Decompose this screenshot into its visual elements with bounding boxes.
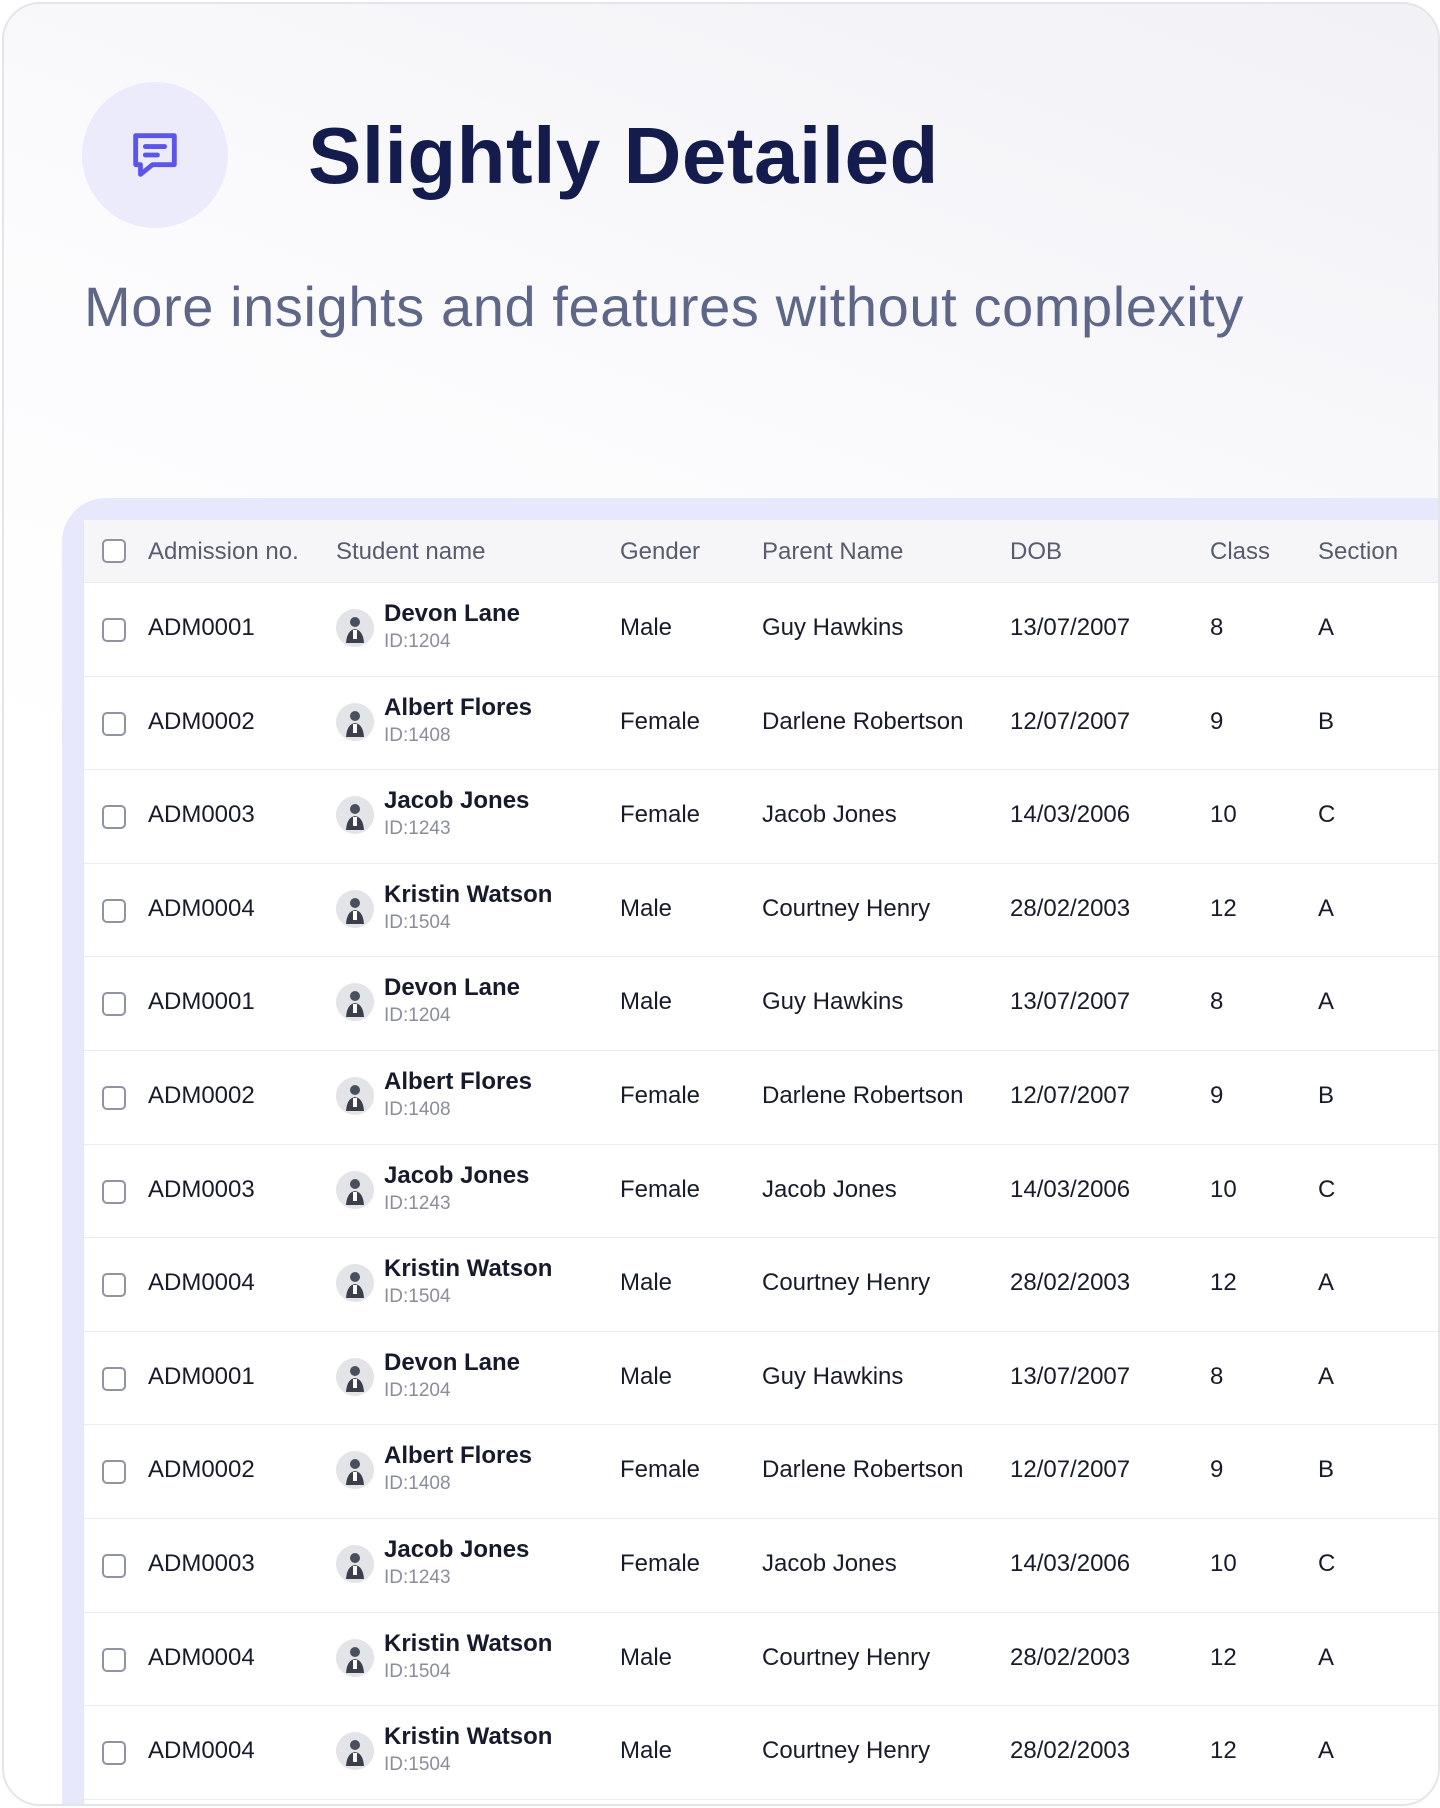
class: 9 [1210, 1456, 1224, 1484]
class: 8 [1210, 614, 1224, 641]
parent-name: Jacob Jones [762, 1175, 897, 1203]
admission-number: ADM0003 [148, 1550, 255, 1577]
student-avatar [336, 890, 374, 928]
student-name: Devon Lane [384, 600, 521, 627]
dob: 14/03/2006 [1010, 1175, 1131, 1203]
student-name: Jacob Jones [384, 1161, 530, 1189]
section: A [1318, 1643, 1335, 1671]
student-id: ID:1504 [384, 1754, 451, 1776]
column-header-gender[interactable]: Gender [620, 538, 701, 565]
student-name: Jacob Jones [384, 787, 530, 815]
student-id: ID:1243 [384, 1192, 451, 1214]
gender: Male [620, 1269, 673, 1297]
column-header-student-name[interactable]: Student name [336, 538, 486, 565]
table-row[interactable] [84, 1518, 1440, 1613]
student-avatar [336, 609, 374, 647]
student-avatar [336, 1077, 374, 1115]
admission-number: ADM0002 [148, 1456, 255, 1484]
student-avatar [336, 796, 374, 834]
table-row[interactable] [84, 1705, 1440, 1800]
feature-card [2, 2, 1440, 1806]
section: B [1318, 1456, 1335, 1484]
student-avatar [336, 1264, 374, 1302]
class: 12 [1210, 1737, 1237, 1765]
row-checkbox[interactable] [102, 899, 126, 923]
student-id: ID:1504 [384, 1660, 451, 1682]
parent-name: Jacob Jones [762, 801, 897, 829]
gender: Female [620, 1175, 701, 1203]
dob: 14/03/2006 [1010, 1550, 1131, 1577]
student-id: ID:1504 [384, 911, 451, 933]
section: A [1318, 1269, 1335, 1297]
admission-number: ADM0003 [148, 801, 255, 829]
parent-name: Courtney Henry [762, 1269, 931, 1297]
student-avatar [336, 1545, 374, 1583]
row-checkbox[interactable] [102, 618, 126, 642]
class: 12 [1210, 894, 1237, 922]
admission-number: ADM0004 [148, 894, 255, 922]
student-avatar [336, 1358, 374, 1396]
student-id: ID:1243 [384, 818, 451, 840]
student-name: Devon Lane [384, 974, 521, 1002]
gender: Male [620, 988, 673, 1016]
student-id: ID:1504 [384, 1286, 451, 1308]
row-checkbox[interactable] [102, 1180, 126, 1204]
student-avatar [336, 1732, 374, 1770]
section: C [1318, 1550, 1336, 1577]
student-avatar [336, 1639, 374, 1677]
table-row[interactable] [84, 1237, 1440, 1332]
dob: 12/07/2007 [1010, 1456, 1131, 1484]
section: A [1318, 1362, 1335, 1390]
icon-badge [82, 82, 228, 228]
section: A [1318, 988, 1335, 1016]
student-avatar [336, 983, 374, 1021]
column-header-class[interactable]: Class [1210, 538, 1271, 565]
table-row[interactable] [84, 582, 1440, 677]
student-name: Albert Flores [384, 1068, 533, 1095]
class: 8 [1210, 1362, 1224, 1390]
admission-number: ADM0002 [148, 1082, 255, 1109]
row-checkbox[interactable] [102, 712, 126, 736]
student-id: ID:1204 [384, 631, 451, 652]
admission-number: ADM0004 [148, 1737, 255, 1765]
class: 9 [1210, 707, 1224, 735]
admission-number: ADM0003 [148, 1175, 255, 1203]
admission-number: ADM0001 [148, 1362, 255, 1390]
page-title: Slightly Detailed [308, 111, 939, 200]
section: A [1318, 1737, 1335, 1765]
row-checkbox[interactable] [102, 1367, 126, 1391]
row-checkbox[interactable] [102, 1554, 126, 1578]
row-checkbox[interactable] [102, 805, 126, 829]
student-id: ID:1204 [384, 1379, 451, 1401]
table-row[interactable] [84, 769, 1440, 864]
table-row[interactable] [84, 956, 1440, 1051]
row-checkbox[interactable] [102, 1086, 126, 1110]
section: C [1318, 801, 1336, 829]
student-avatar [336, 703, 374, 741]
parent-name: Guy Hawkins [762, 1362, 904, 1390]
parent-name: Darlene Robertson [762, 1456, 964, 1484]
parent-name: Courtney Henry [762, 1737, 931, 1765]
table-row[interactable] [84, 863, 1440, 958]
section: A [1318, 894, 1335, 922]
dob: 12/07/2007 [1010, 707, 1131, 735]
row-checkbox[interactable] [102, 1460, 126, 1484]
table-row[interactable] [84, 1144, 1440, 1239]
admission-number: ADM0001 [148, 614, 255, 641]
student-name: Jacob Jones [384, 1536, 530, 1563]
student-id: ID:1408 [384, 1099, 451, 1120]
dob: 14/03/2006 [1010, 801, 1131, 829]
admission-number: ADM0004 [148, 1643, 255, 1671]
row-checkbox[interactable] [102, 1273, 126, 1297]
student-name: Kristin Watson [384, 1723, 553, 1751]
gender: Male [620, 1737, 673, 1765]
section: C [1318, 1175, 1336, 1203]
table-row[interactable] [84, 1050, 1440, 1145]
gender: Male [620, 614, 673, 641]
gender: Female [620, 707, 701, 735]
student-name: Kristin Watson [384, 1629, 553, 1657]
parent-name: Darlene Robertson [762, 707, 964, 735]
class: 12 [1210, 1643, 1237, 1671]
class: 10 [1210, 1550, 1237, 1577]
dob: 28/02/2003 [1010, 1737, 1131, 1765]
section: A [1318, 614, 1335, 641]
page-subtitle: More insights and features without complexity [84, 275, 1244, 338]
chat-message-icon [126, 126, 184, 184]
admission-number: ADM0004 [148, 1269, 255, 1297]
row-checkbox[interactable] [102, 992, 126, 1016]
student-id: ID:1408 [384, 1473, 451, 1495]
student-id: ID:1204 [384, 1005, 451, 1027]
parent-name: Jacob Jones [762, 1550, 897, 1577]
gender: Female [620, 801, 701, 829]
class: 10 [1210, 801, 1237, 829]
student-name: Albert Flores [384, 693, 533, 721]
table-row[interactable] [84, 1612, 1440, 1707]
dob: 13/07/2007 [1010, 614, 1131, 641]
students-table [84, 520, 1440, 1806]
dob: 13/07/2007 [1010, 988, 1131, 1016]
section: B [1318, 707, 1335, 735]
table-row[interactable] [84, 676, 1440, 771]
dob: 28/02/2003 [1010, 1269, 1131, 1297]
gender: Male [620, 894, 673, 922]
student-name: Devon Lane [384, 1348, 521, 1376]
admission-number: ADM0002 [148, 707, 255, 735]
column-header-parent-name[interactable]: Parent Name [762, 538, 904, 565]
row-checkbox[interactable] [102, 1741, 126, 1765]
parent-name: Courtney Henry [762, 1643, 931, 1671]
column-header-section[interactable]: Section [1318, 538, 1399, 565]
student-name: Albert Flores [384, 1442, 533, 1470]
parent-name: Guy Hawkins [762, 988, 904, 1016]
student-avatar [336, 1171, 374, 1209]
student-name: Kristin Watson [384, 1255, 553, 1283]
parent-name: Courtney Henry [762, 894, 931, 922]
gender: Female [620, 1082, 701, 1109]
gender: Male [620, 1643, 673, 1671]
dob: 28/02/2003 [1010, 894, 1131, 922]
student-id: ID:1408 [384, 724, 451, 746]
table-header-row [84, 520, 1440, 583]
class: 8 [1210, 988, 1224, 1016]
admission-number: ADM0001 [148, 988, 255, 1016]
student-id: ID:1243 [384, 1567, 451, 1588]
student-avatar [336, 1451, 374, 1489]
gender: Male [620, 1362, 673, 1390]
parent-name: Darlene Robertson [762, 1082, 964, 1109]
class: 12 [1210, 1269, 1237, 1297]
dob: 28/02/2003 [1010, 1643, 1131, 1671]
dob: 13/07/2007 [1010, 1362, 1131, 1390]
class: 10 [1210, 1175, 1237, 1203]
student-name: Kristin Watson [384, 880, 553, 908]
gender: Female [620, 1550, 701, 1577]
dob: 12/07/2007 [1010, 1082, 1131, 1109]
column-header-admission[interactable]: Admission no. [148, 538, 299, 565]
table-row[interactable] [84, 1331, 1440, 1426]
select-all-checkbox[interactable] [102, 539, 126, 563]
section: B [1318, 1082, 1335, 1109]
class: 9 [1210, 1082, 1224, 1109]
parent-name: Guy Hawkins [762, 614, 904, 641]
column-header-dob[interactable]: DOB [1010, 538, 1063, 565]
gender: Female [620, 1456, 701, 1484]
row-checkbox[interactable] [102, 1648, 126, 1672]
table-row[interactable] [84, 1424, 1440, 1519]
